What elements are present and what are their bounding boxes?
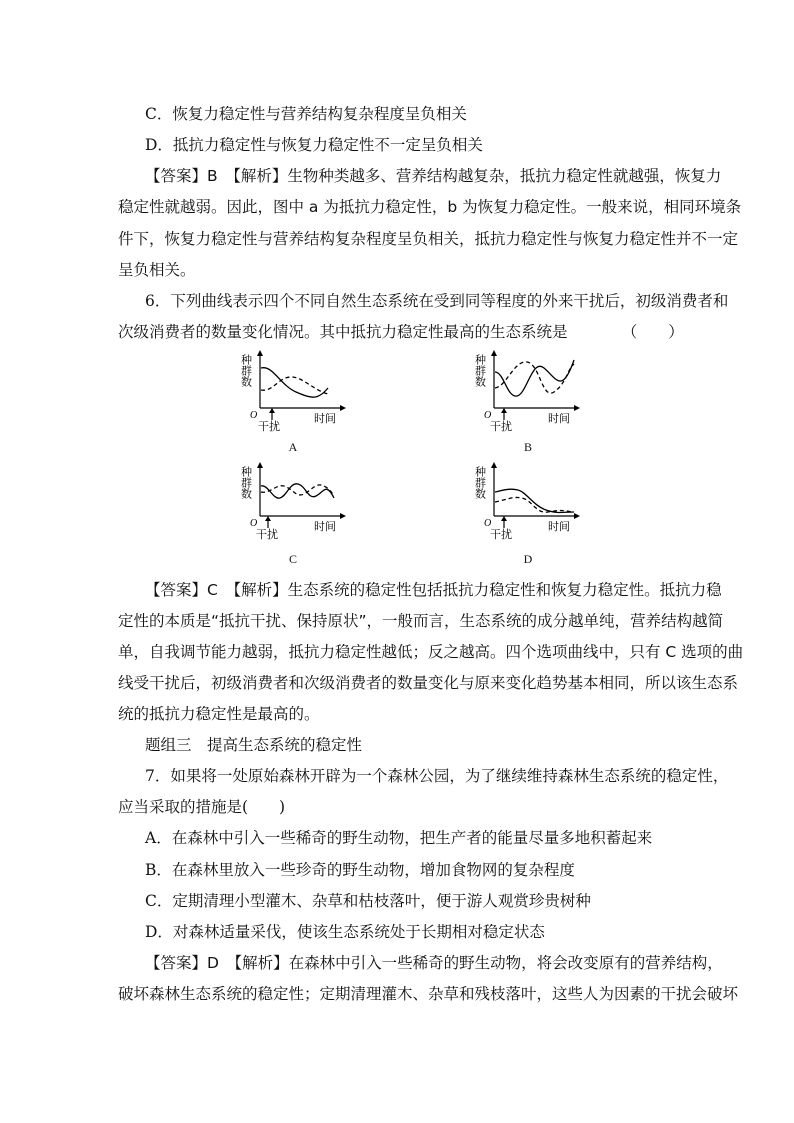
q5-answer-line: 呈负相关。 (118, 261, 196, 279)
q7-option-d: D．对森林适量采伐，使该生态系统处于长期相对稳定状态 (145, 923, 545, 941)
disturb-arrowhead (265, 516, 271, 521)
origin-label: O (484, 518, 492, 529)
disturb-arrowhead (269, 408, 275, 413)
origin-label: O (250, 518, 258, 529)
graph-c-caption: C (288, 552, 297, 566)
graph-d-caption: D (523, 552, 533, 566)
origin-label: O (484, 410, 492, 421)
x-axis-label: 时间 (548, 520, 570, 533)
q5-answer-line: 件下，恢复力稳定性与营养结构复杂程度呈负相关，抵抗力稳定性与恢复力稳定性并不一定 (118, 230, 739, 248)
disturb-label: 干扰 (256, 528, 278, 541)
x-axis-label: 时间 (314, 412, 336, 425)
graph-a-caption: A (288, 440, 298, 454)
q5-option-d: D．抵抗力稳定性与恢复力稳定性不一定呈负相关 (145, 136, 483, 154)
disturb-label: 干扰 (258, 420, 280, 433)
graph-a-svg (228, 350, 348, 433)
q7-option-a: A．在森林中引入一些稀奇的野生动物，把生产者的能量尽量多地积蓄起来 (145, 829, 653, 847)
q7-option-b: B．在森林里放入一些珍奇的野生动物，增加食物网的复杂程度 (145, 861, 575, 879)
q6-answer-line: 统的抵抗力稳定性是最高的。 (118, 705, 320, 723)
q6-answer-line: 线受干扰后，初级消费者和次级消费者的数量变化与原来变化趋势基本相同，所以该生态系 (118, 674, 739, 692)
x-axis-arrow (574, 405, 580, 411)
q5-answer-line: 【答案】B 【解析】生物种类越多、营养结构越复杂，抵抗力稳定性就越强，恢复力 (145, 167, 722, 185)
y-axis-label: 种群数 (239, 466, 253, 499)
section-title: 题组三 提高生态系统的稳定性 (145, 736, 363, 754)
x-axis-arrow (340, 513, 346, 519)
primary-consumer-curve (261, 368, 328, 397)
graph-d-svg (462, 462, 582, 542)
x-axis-arrow (340, 405, 346, 411)
disturb-label: 干扰 (490, 420, 512, 433)
graph-c (228, 462, 348, 542)
y-axis-label: 种群数 (473, 466, 487, 499)
secondary-consumer-curve (495, 497, 572, 512)
graph-a (228, 350, 348, 433)
graph-b-caption: B (523, 440, 532, 454)
graph-b (462, 350, 582, 433)
q5-answer-line: 稳定性就越弱。因此，图中 a 为抵抗力稳定性，b 为恢复力稳定性。一般来说，相同环境条 (118, 198, 742, 216)
q7-answer-line: 破坏森林生态系统的稳定性；定期清理灌木、杂草和残枝落叶，这些人为因素的干扰会破坏 (118, 985, 739, 1003)
x-axis-arrow (574, 513, 580, 519)
secondary-consumer-curve (495, 362, 574, 393)
q6-stem-line: 次级消费者的数量变化情况。其中抵抗力稳定性最高的生态系统是 （ ） (118, 323, 684, 341)
q7-stem-line: 7．如果将一处原始森林开辟为一个森林公园，为了继续维持森林生态系统的稳定性， (145, 767, 729, 785)
y-axis-arrow (491, 350, 497, 356)
q7-answer-line: 【答案】D 【解析】在森林中引入一些稀奇的野生动物，将会改变原有的营养结构， (145, 954, 723, 972)
primary-consumer-curve (495, 489, 574, 512)
primary-consumer-curve (261, 484, 334, 498)
graph-c-svg (228, 462, 348, 542)
q7-option-c: C．定期清理小型灌木、杂草和枯枝落叶，便于游人观赏珍贵树种 (145, 892, 591, 910)
q6-stem-line: 6．下列曲线表示四个不同自然生态系统在受到同等程度的外来干扰后，初级消费者和 (145, 292, 729, 310)
q7-stem-line: 应当采取的措施是( ) (118, 798, 286, 816)
disturb-label: 干扰 (490, 528, 512, 541)
x-axis-label: 时间 (314, 520, 336, 533)
q6-answer-line: 【答案】C 【解析】生态系统的稳定性包括抵抗力稳定性和恢复力稳定性。抵抗力稳 (145, 581, 722, 599)
y-axis-label: 种群数 (473, 354, 487, 387)
y-axis-label: 种群数 (239, 354, 253, 387)
y-axis-arrow (257, 350, 263, 356)
graph-b-svg (462, 350, 582, 433)
origin-label: O (250, 410, 258, 421)
disturb-arrowhead (501, 516, 507, 521)
y-axis-arrow (491, 462, 497, 468)
q6-answer-line: 定性的本质是“抵抗干扰、保持原状”，一般而言，生态系统的成分越单纯，营养结构越简 (118, 612, 724, 630)
q6-answer-line: 单，自我调节能力越弱，抵抗力稳定性越低；反之越高。四个选项曲线中，只有 C 选项的曲 (118, 643, 744, 661)
y-axis-arrow (257, 462, 263, 468)
graph-d (462, 462, 582, 542)
x-axis-label: 时间 (548, 412, 570, 425)
q5-option-c: C．恢复力稳定性与营养结构复杂程度呈负相关 (145, 105, 467, 123)
disturb-arrowhead (501, 408, 507, 413)
